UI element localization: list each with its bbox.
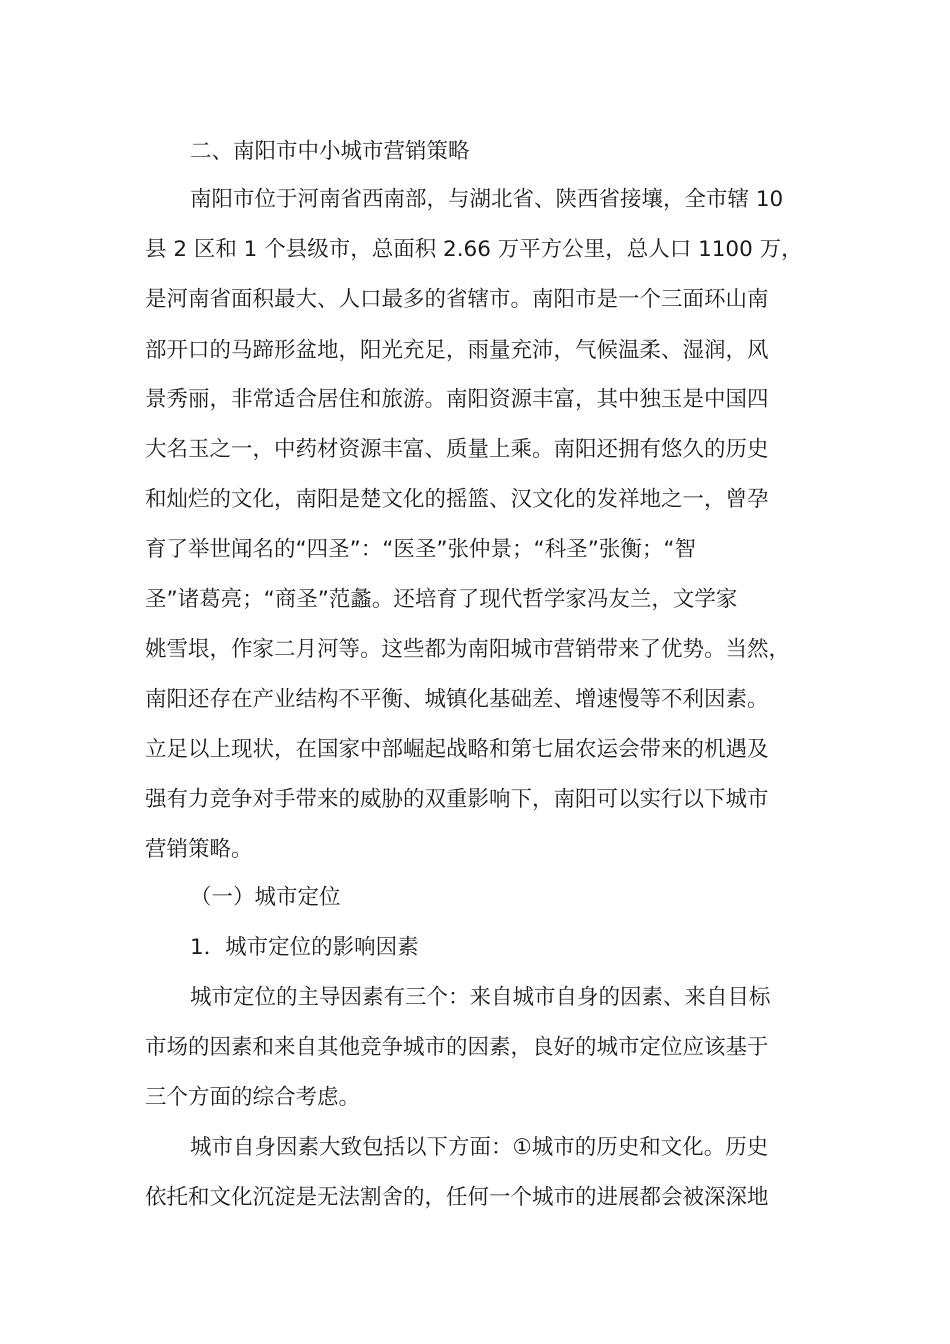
subsection-heading: （一）城市定位 bbox=[190, 885, 341, 910]
paragraph-line: 南阳还存在产业结构不平衡、城镇化基础差、增速慢等不利因素。 bbox=[145, 687, 769, 712]
numbered-heading: 1．城市定位的影响因素 bbox=[190, 935, 419, 960]
paragraph-line: 和灿烂的文化，南阳是楚文化的摇篮、汉文化的发祥地之一，曾孕 bbox=[145, 487, 769, 512]
paragraph-line: 三个方面的综合考虑。 bbox=[145, 1085, 361, 1110]
paragraph-line: 南阳市位于河南省西南部，与湖北省、陕西省接壤，全市辖 10 bbox=[190, 187, 784, 212]
paragraph-line: 是河南省面积最大、人口最多的省辖市。南阳市是一个三面环山南 bbox=[145, 287, 769, 312]
paragraph-line: 依托和文化沉淀是无法割舍的，任何一个城市的进展都会被深深地 bbox=[145, 1185, 769, 1210]
paragraph-line: 城市定位的主导因素有三个：来自城市自身的因素、来自目标 bbox=[190, 985, 771, 1010]
paragraph-line: 城市自身因素大致包括以下方面：①城市的历史和文化。历史 bbox=[190, 1135, 769, 1160]
paragraph-line: 市场的因素和来自其他竞争城市的因素，良好的城市定位应该基于 bbox=[145, 1035, 769, 1060]
paragraph-line: 营销策略。 bbox=[145, 837, 253, 862]
paragraph-line: 姚雪垠，作家二月河等。这些都为南阳城市营销带来了优势。当然， bbox=[145, 637, 791, 662]
section-heading: 二、南阳市中小城市营销策略 bbox=[190, 139, 470, 164]
paragraph-line: 景秀丽，非常适合居住和旅游。南阳资源丰富，其中独玉是中国四 bbox=[145, 387, 769, 412]
paragraph-line: 立足以上现状，在国家中部崛起战略和第七届农运会带来的机遇及 bbox=[145, 737, 769, 762]
paragraph-line: 强有力竞争对手带来的威胁的双重影响下，南阳可以实行以下城市 bbox=[145, 787, 769, 812]
paragraph-line: 部开口的马蹄形盆地，阳光充足，雨量充沛，气候温柔、湿润，风 bbox=[145, 338, 769, 363]
paragraph-line: 大名玉之一，中药材资源丰富、质量上乘。南阳还拥有悠久的历史 bbox=[145, 437, 769, 462]
paragraph-line: 县 2 区和 1 个县级市，总面积 2.66 万平方公里，总人口 1100 万， bbox=[145, 237, 803, 262]
paragraph-line: 圣”诸葛亮；“商圣”范蠡。还培育了现代哲学家冯友兰，文学家 bbox=[145, 587, 738, 612]
paragraph-line: 育了举世闻名的“四圣”：“医圣”张仲景；“科圣”张衡；“智 bbox=[145, 537, 696, 562]
